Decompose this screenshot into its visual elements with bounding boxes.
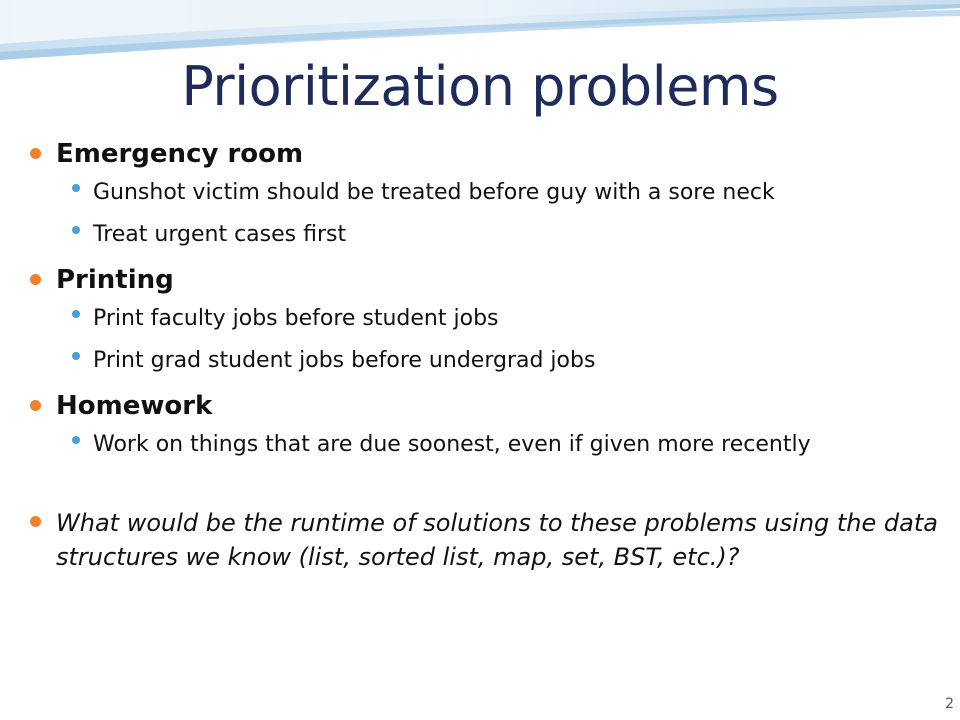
bullet-emergency-room bbox=[30, 136, 950, 172]
sub-bullet-text: Print faculty jobs before student jobs bbox=[93, 306, 499, 331]
orange-bullet-icon bbox=[30, 400, 41, 411]
bullet-printing bbox=[30, 262, 950, 298]
bullet-homework bbox=[30, 388, 950, 424]
blue-bullet-icon bbox=[72, 436, 80, 444]
slide-title: Prioritization problems bbox=[181, 55, 779, 118]
sub-bullet bbox=[30, 424, 950, 466]
sub-bullet-text: Gunshot victim should be treated before guy with a sore neck bbox=[93, 180, 775, 205]
blue-bullet-icon bbox=[72, 310, 80, 318]
sub-bullet bbox=[30, 340, 950, 382]
blue-bullet-icon bbox=[72, 184, 80, 192]
blue-bullet-icon bbox=[72, 226, 80, 234]
sub-bullet-text: Print grad student jobs before undergrad jobs bbox=[93, 348, 596, 373]
question-text: What would be the runtime of solutions to these problems using the data structures we know (list, sorted list, map, set, BST, etc.)? bbox=[56, 509, 938, 571]
sub-bullet bbox=[30, 172, 950, 214]
orange-bullet-icon bbox=[30, 148, 41, 159]
bullet-heading: Homework bbox=[56, 391, 213, 421]
slide-content bbox=[30, 136, 950, 574]
sub-bullet-text: Treat urgent cases first bbox=[93, 222, 347, 247]
bullet-heading: Printing bbox=[56, 265, 174, 295]
orange-bullet-icon bbox=[30, 274, 41, 285]
bullet-question bbox=[30, 506, 950, 574]
sub-bullet bbox=[30, 214, 950, 256]
sub-bullet bbox=[30, 298, 950, 340]
orange-bullet-icon bbox=[30, 516, 41, 527]
sub-bullet-text: Work on things that are due soonest, even if given more recently bbox=[93, 432, 811, 457]
page-number: 2 bbox=[945, 696, 954, 712]
blue-bullet-icon bbox=[72, 352, 80, 360]
bullet-heading: Emergency room bbox=[56, 139, 304, 169]
